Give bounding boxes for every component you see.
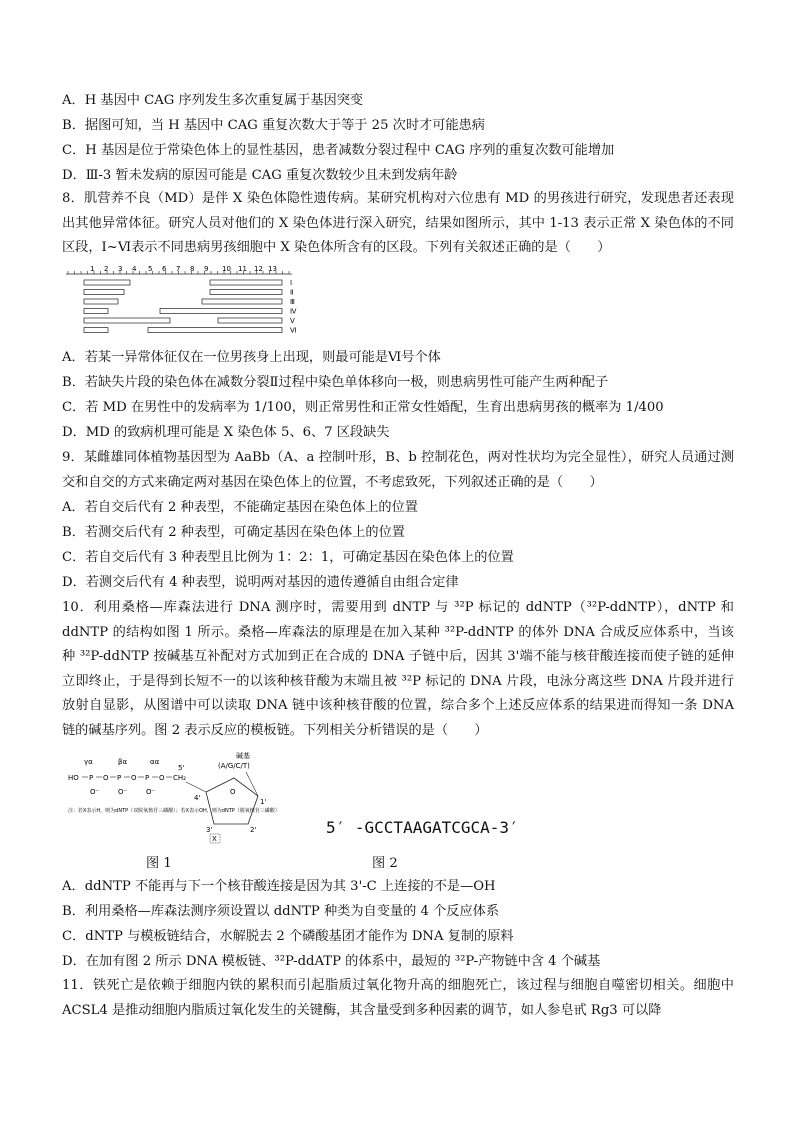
template-sequence: 5′ -GCCTAAGATCGCA-3′ [326,818,519,837]
scale-number: 1 [90,265,95,273]
q7-option-a: A．H 基因中 CAG 序列发生多次重复属于基因突变 [62,93,364,108]
p2-label: P [117,774,122,782]
svg-text:2': 2' [250,826,257,834]
scale-number: 6 [162,265,167,273]
q8-option-c: C．若 MD 在男性中的发病率为 1/100，则正常男性和正常女性婚配，生育出患病男孩的概率为 1/400 [62,400,664,415]
q8-option-b: B．若缺失片段的染色体在减数分裂Ⅱ过程中染色单体移向一极，则患病男性可能产生两种配子 [62,375,609,390]
q8-option-d: D．MD 的致病机理可能是 X 染色体 5、6、7 区段缺失 [62,425,390,440]
md-chromosome-figure [64,262,314,342]
svg-text:O⁻: O⁻ [90,788,100,796]
segment-bar [210,280,282,285]
q9-option-d: D．若测交后代有 4 种表型，说明两对基因的遗传遵循自由组合定律 [62,575,459,590]
svg-text:O: O [103,774,109,782]
x-label: X [212,835,217,843]
svg-text:O: O [131,774,137,782]
q11-stem: 11．铁死亡是依赖于细胞内铁的累积而引起脂质过氧化物升高的细胞死亡，该过程与细胞自噬密切相关。细胞中 ACSL4 是推动细胞内脂质过氧化发生的关键酶，其含量受到多种因素的调节，如人参皂甙 Rg3 可以降 [62,978,734,1018]
alpha-label: αα [150,758,160,766]
q7-option-c: C．H 基因是位于常染色体上的显性基因，患者减数分裂过程中 CAG 序列的重复次数可能增加 [62,143,615,158]
q8-option-a: A．若某一异常体征仅在一位男孩身上出现，则最可能是Ⅵ号个体 [62,350,441,365]
p1-label: P [89,774,94,782]
segment-bar [202,299,282,304]
ch2-label: CH₂ [173,774,186,782]
q8-stem: 8．肌营养不良（MD）是伴 X 染色体隐性遗传病。某研究机构对六位患有 MD 的男孩进行研究，发现患者还表现出其他异常体征。研究人员对他们的 X 染色体进行深入研究，结果如图所示，其中 1-13 表示正常 X 染色体的不同区段，Ⅰ~Ⅵ表示不同患病男孩细胞中 X 染色体所含有的区段。下列有关叙述正确的是（ ） [62,191,734,255]
segment-bar [148,328,282,333]
nucleotide-structure-figure [66,752,296,852]
segment-bar [160,309,282,314]
segment-bar [84,299,118,304]
row-label: Ⅵ [290,326,297,335]
row-label: Ⅴ [290,317,295,325]
segment-bar [84,309,108,314]
segment-bar [84,328,108,333]
scale-number: 13 [268,265,277,273]
q9-option-a: A．若自交后代有 2 种表型，不能确定基因在染色体上的位置 [62,500,418,515]
scale-number: 11 [238,265,247,273]
q9-option-c: C．若自交后代有 3 种表型且比例为 1：2：1，可确定基因在染色体上的位置 [62,550,514,565]
svg-text:O⁻: O⁻ [118,788,128,796]
base-title: 碱基 [236,752,250,760]
svg-text:5': 5' [178,764,185,772]
segment-bar [84,290,124,295]
row-label: Ⅲ [290,298,295,306]
fig1-note: 注：若X表示H，则为dNTP（双脱氧核苷三磷酸）；若X表示OH，则为dNTP（脱氧核苷三磷酸） [68,808,280,814]
svg-text:O: O [230,788,236,796]
q10-option-b: B．利用桑格—库森法测序须设置以 ddNTP 种类为自变量的 4 个反应体系 [62,904,500,919]
fig1-caption: 图 1 [146,856,172,871]
q9-stem: 9．某雌雄同体植物基因型为 AaBb（A、a 控制叶形，B、b 控制花色，两对性状均为完全显性），研究人员通过测交和自交的方式来确定两对基因在染色体上的位置，不考虑致死，下列叙述正确的是（ ） [62,450,734,490]
base-sub: (A/G/C/T) [218,762,250,770]
fig2-caption: 图 2 [372,856,398,871]
q7-option-d: D．Ⅲ-3 暂未发病的原因可能是 CAG 重复次数较少且未到发病年龄 [62,168,458,183]
segment-bar [84,280,130,285]
gamma-label: γα [84,758,93,766]
svg-text:O: O [159,774,165,782]
scale-number: 2 [104,265,109,273]
scale-number: 7 [176,265,181,273]
scale-number: 10 [222,265,231,273]
q10-option-c: C．dNTP 与模板链结合，水解脱去 2 个磷酸基团才能作为 DNA 复制的原料 [62,929,514,944]
q9-option-b: B．若测交后代有 2 种表型，可确定基因在染色体上的位置 [62,525,405,540]
q10-stem: 10．利用桑格—库森法进行 DNA 测序时，需要用到 dNTP 与 ³²P 标记的 ddNTP（³²P-ddNTP），dNTP 和 ddNTP 的结构如图 1 所示。桑格—库森法的原理是在加入某种 ³²P-ddNTP 的体外 DNA 合成反应体系中，当该种 ³²P-ddNTP 按碱基互补配对方式加到正在合成的 DNA 子链中后，因其 3'端不能与核苷酸连接而使子链的延伸立即终止，于是得到长短不一的以该种核苷酸为末端且被 ³²P 标记的 DNA 片段，电泳分离这些 DNA 片段并进行放射自显影，从图谱中可以读取 DNA 链中该种核苷酸的位置，综合多个上述反应体系的结果进而得知一条 DNA 链的碱基序列。图 2 表示反应的模板链。下列相关分析错误的是（ ） [62,600,734,738]
q10-option-a: A．ddNTP 不能再与下一个核苷酸连接是因为其 3'-C 上连接的不是—OH [62,879,496,894]
svg-text:3': 3' [206,826,213,834]
row-label: Ⅱ [290,288,294,297]
row-label: Ⅰ [290,279,293,287]
svg-text:1': 1' [260,798,267,806]
scale-number: 3 [118,265,123,273]
svg-text:4': 4' [194,794,201,802]
segment-bar [218,318,282,323]
scale-number: 5 [148,265,153,273]
p3-label: P [145,774,150,782]
svg-text:O⁻: O⁻ [146,788,156,796]
beta-label: βα [118,758,128,766]
segment-bar [84,318,170,323]
segment-bar [210,290,282,295]
row-label: Ⅳ [290,307,297,316]
scale-number: 4 [132,265,137,273]
scale-number: 8 [190,265,195,273]
scale-number: 12 [254,265,263,273]
ho-label: HO [68,774,79,782]
q7-option-b: B．据图可知，当 H 基因中 CAG 重复次数大于等于 25 次时才可能患病 [62,118,485,133]
q10-option-d: D．在加有图 2 所示 DNA 模板链、³²P-ddATP 的体系中，最短的 ³²P-产物链中含 4 个碱基 [62,954,601,969]
scale-number: 9 [204,265,209,273]
